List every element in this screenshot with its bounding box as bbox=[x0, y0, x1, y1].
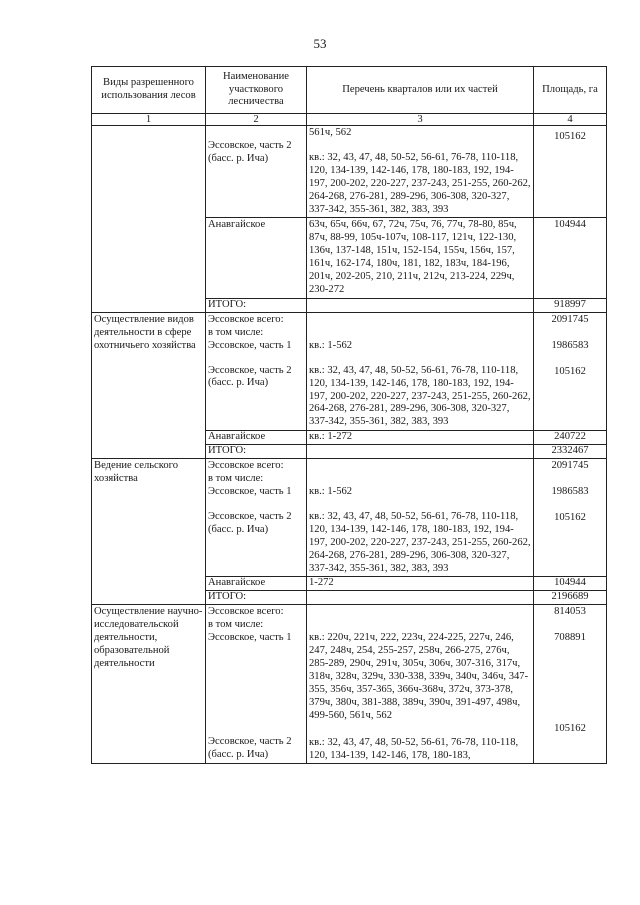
district-name: Анавгайское bbox=[206, 218, 307, 298]
quarters-list: кв.: 1-562 bbox=[309, 486, 353, 498]
quarters-list: кв.: 32, 43, 47, 48, 50-52, 56-61, 76-78, 110-118, 120, 134-139, 142-146, 178, 180-183, 192, 194-197, 200-202, 220-227, 237-243, 251-255, 260-262, 264-268, 276-281, 289-296, 306-308, 320-327, 337-342, 355-361, 382, 383, 393 bbox=[309, 510, 531, 574]
district-name: Эссовское, часть 2 (басс. р. Ича) bbox=[208, 736, 292, 760]
district-cell bbox=[206, 312, 307, 430]
quarters-list: 561ч, 562 bbox=[309, 127, 352, 138]
total-value: 2196689 bbox=[534, 591, 607, 605]
total-label: ИТОГО: bbox=[206, 298, 307, 312]
table-row bbox=[92, 459, 607, 577]
district-name: Анавгайское bbox=[206, 577, 307, 591]
district-name: Эссовское, часть 2 (басс. р. Ича) bbox=[208, 364, 292, 389]
area-value: 104944 bbox=[534, 577, 607, 591]
area-value: 105162 bbox=[554, 131, 586, 142]
in-that-label: в том числе: bbox=[208, 619, 264, 631]
header-area: Площадь, га bbox=[534, 67, 607, 114]
header-quarters: Перечень кварталов или их частей bbox=[307, 67, 534, 114]
district-cell bbox=[206, 126, 307, 218]
district-name: Эссовское, часть 1 bbox=[208, 485, 292, 497]
header-district: Наименование участкового лесничества bbox=[206, 67, 307, 114]
page-number: 53 bbox=[313, 36, 327, 51]
district-total-label: Эссовское всего: bbox=[208, 606, 284, 618]
area-value: 1986583 bbox=[551, 485, 589, 497]
area-cell bbox=[534, 605, 607, 764]
quarters-cell bbox=[307, 445, 534, 459]
quarters-cell bbox=[307, 591, 534, 605]
table-row bbox=[92, 126, 607, 218]
column-number: 4 bbox=[534, 114, 607, 126]
quarters-list: кв.: 32, 43, 47, 48, 50-52, 56-61, 76-78, 110-118, 120, 134-139, 142-146, 178, 180-183, 192, 194-197, 200-202, 220-227, 237-243, 251-255, 260-262, 264-268, 276-281, 289-296, 306-308, 320-327, 337-342, 355-361, 382, 383, 393 bbox=[309, 364, 531, 428]
quarters-list: кв.: 32, 43, 47, 48, 50-52, 56-61, 76-78, 110-118, 120, 134-139, 142-146, 178, 180-183, bbox=[309, 736, 519, 761]
use-type-cell: Осуществление научно-исследовательской деятельности, образовательной деятельности bbox=[92, 605, 206, 764]
quarters-list: кв.: 220ч, 221ч, 222, 223ч, 224-225, 227ч, 246, 247, 248ч, 254, 255-257, 258ч, 266-275, 276ч, 285-289, 290ч, 291ч, 305ч, 306ч, 307-316, 317ч, 318ч, 328ч, 329ч, 330-338, 339ч, 340ч, 346ч, 347-355, 356ч, 357-365, 366ч-368ч, 372ч, 373-378, 379ч, 380ч, 381-388, 389ч, 390ч, 391-497, 498ч, 499-560, 561ч, 562 bbox=[309, 632, 529, 721]
quarters-list: 1-272 bbox=[307, 577, 534, 591]
area-cell bbox=[534, 126, 607, 218]
quarters-cell bbox=[307, 312, 534, 430]
total-label: ИТОГО: bbox=[206, 445, 307, 459]
district-name: Анавгайское bbox=[206, 431, 307, 445]
quarters-cell bbox=[307, 298, 534, 312]
area-value: 105162 bbox=[554, 365, 586, 377]
column-number-row bbox=[92, 114, 607, 126]
column-number: 2 bbox=[206, 114, 307, 126]
area-value: 105162 bbox=[554, 511, 586, 523]
use-type-cell: Ведение сельского хозяйства bbox=[92, 459, 206, 605]
district-name: Эссовское, часть 1 bbox=[208, 339, 292, 351]
total-value: 2332467 bbox=[534, 445, 607, 459]
quarters-cell bbox=[307, 126, 534, 218]
in-that-label: в том числе: bbox=[208, 472, 264, 484]
quarters-list: кв.: 1-272 bbox=[307, 431, 534, 445]
quarters-list: кв.: 32, 43, 47, 48, 50-52, 56-61, 76-78, 110-118, 120, 134-139, 142-146, 178, 180-183, 192, 194-197, 200-202, 220-227, 237-243, 251-255, 260-262, 264-268, 276-281, 289-296, 306-308, 320-327, 337-342, 355-361, 382, 383, 393 bbox=[309, 151, 531, 215]
district-total-label: Эссовское всего: bbox=[208, 313, 284, 325]
district-cell bbox=[206, 459, 307, 577]
column-number: 3 bbox=[307, 114, 534, 126]
area-value: 104944 bbox=[534, 218, 607, 298]
district-total-label: Эссовское всего: bbox=[208, 460, 284, 472]
quarters-list: 63ч, 65ч, 66ч, 67, 72ч, 75ч, 76, 77ч, 78-80, 85ч, 87ч, 88-99, 105ч-107ч, 108-117, 121ч, 122-130, 136ч, 137-148, 151ч, 152-154, 155ч, 156ч, 157, 161ч, 162-174, 180ч, 181, 182, 183ч, 184-196, 201ч, 202-205, 210, 211ч, 212ч, 213-224, 229ч, 230-272 bbox=[307, 218, 534, 298]
table-row bbox=[92, 605, 607, 764]
forest-use-table bbox=[91, 66, 607, 764]
use-type-cell: Осуществление видов деятельности в сфере охотничьего хозяйства bbox=[92, 312, 206, 458]
district-name: Эссовское, часть 2 (басс. р. Ича) bbox=[208, 140, 292, 164]
total-value: 918997 bbox=[534, 298, 607, 312]
quarters-list: кв.: 1-562 bbox=[309, 339, 353, 351]
area-cell bbox=[534, 459, 607, 577]
table-row bbox=[92, 312, 607, 430]
in-that-label: в том числе: bbox=[208, 326, 264, 338]
total-label: ИТОГО: bbox=[206, 591, 307, 605]
district-name: Эссовское, часть 1 bbox=[208, 632, 292, 644]
column-number: 1 bbox=[92, 114, 206, 126]
district-name: Эссовское, часть 2 (басс. р. Ича) bbox=[208, 510, 292, 535]
area-value: 105162 bbox=[554, 723, 586, 735]
header-row bbox=[92, 67, 607, 114]
area-value: 2091745 bbox=[551, 313, 589, 325]
use-type-cell bbox=[92, 126, 206, 313]
area-value: 1986583 bbox=[551, 339, 589, 351]
area-value: 814053 bbox=[554, 606, 586, 618]
area-value: 708891 bbox=[554, 632, 586, 644]
header-use-type: Виды разрешенного использования лесов bbox=[92, 67, 206, 114]
quarters-cell bbox=[307, 605, 534, 764]
quarters-cell bbox=[307, 459, 534, 577]
district-cell bbox=[206, 605, 307, 764]
area-value: 240722 bbox=[534, 431, 607, 445]
area-value: 2091745 bbox=[551, 460, 589, 472]
area-cell bbox=[534, 312, 607, 430]
